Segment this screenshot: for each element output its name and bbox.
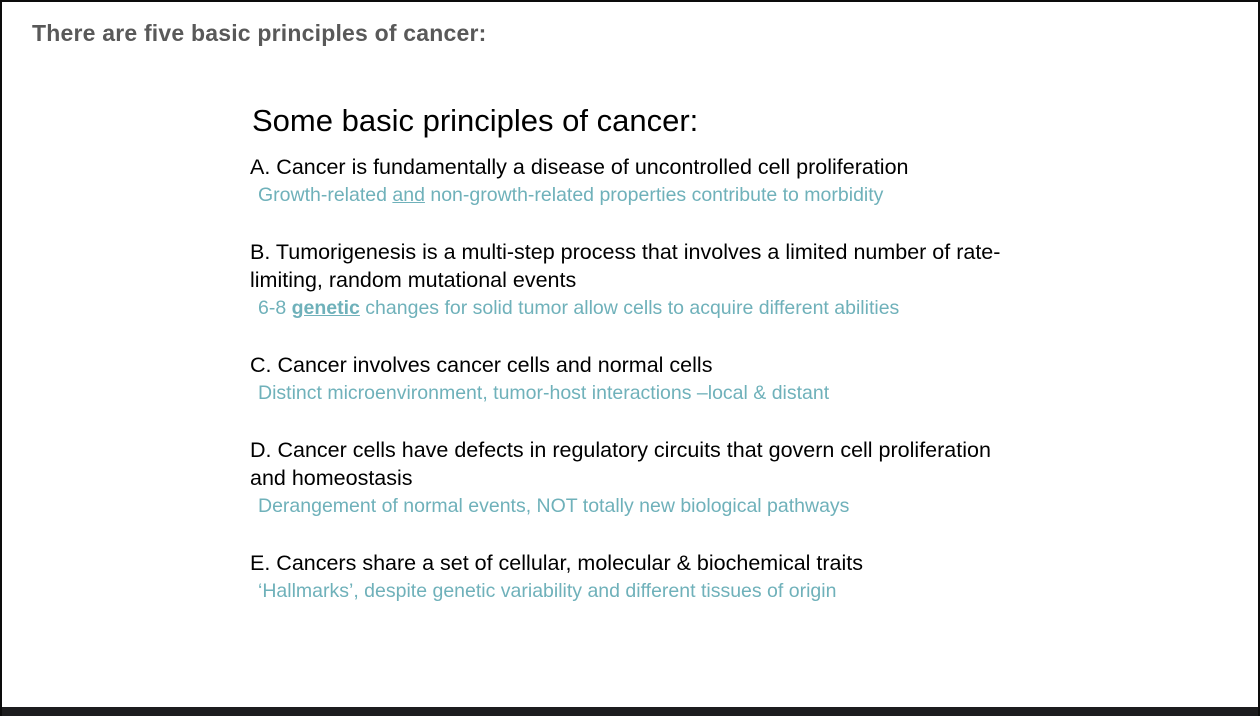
principle-b-sub-pre: 6-8	[258, 297, 292, 319]
principle-e	[250, 549, 1028, 603]
principle-a	[250, 153, 1028, 207]
principle-e-sub	[258, 579, 1028, 603]
principle-a-main: A. Cancer is fundamentally a disease of uncontrolled cell proliferation	[250, 155, 909, 179]
principle-d-sub	[258, 494, 1028, 518]
page-heading: There are five basic principles of cancer:	[32, 20, 487, 46]
principle-b	[250, 238, 1028, 320]
bottom-bar	[2, 707, 1258, 716]
slide-content	[250, 102, 1028, 603]
principle-a-sub-emphasis: and	[392, 184, 425, 206]
principle-a-sub-post: non-growth-related properties contribute to morbidity	[424, 184, 884, 206]
principle-c-main: C. Cancer involves cancer cells and normal cells	[250, 353, 713, 377]
principle-b-sub	[258, 296, 1028, 320]
principle-d-main: D. Cancer cells have defects in regulatory circuits that govern cell proliferation and homeostasis	[250, 438, 991, 490]
principle-e-main: E. Cancers share a set of cellular, molecular & biochemical traits	[250, 551, 864, 575]
principle-e-sub-text: ‘Hallmarks’, despite genetic variability and different tissues of origin	[258, 580, 837, 602]
principle-b-main: B. Tumorigenesis is a multi-step process that involves a limited number of rate-limiting, random mutational events	[250, 240, 1001, 292]
principle-d	[250, 436, 1028, 518]
principle-d-sub-text: Derangement of normal events, NOT totally new biological pathways	[258, 495, 850, 517]
principle-a-sub	[258, 183, 1028, 207]
principle-a-sub-pre: Growth-related	[258, 184, 393, 206]
principle-c	[250, 351, 1028, 405]
slide-title: Some basic principles of cancer:	[252, 103, 699, 138]
principle-c-sub	[258, 381, 1028, 405]
principle-c-sub-text: Distinct microenvironment, tumor-host interactions –local & distant	[258, 382, 830, 404]
principle-b-sub-emphasis: genetic	[291, 297, 360, 319]
principle-b-sub-post: changes for solid tumor allow cells to acquire different abilities	[359, 297, 900, 319]
